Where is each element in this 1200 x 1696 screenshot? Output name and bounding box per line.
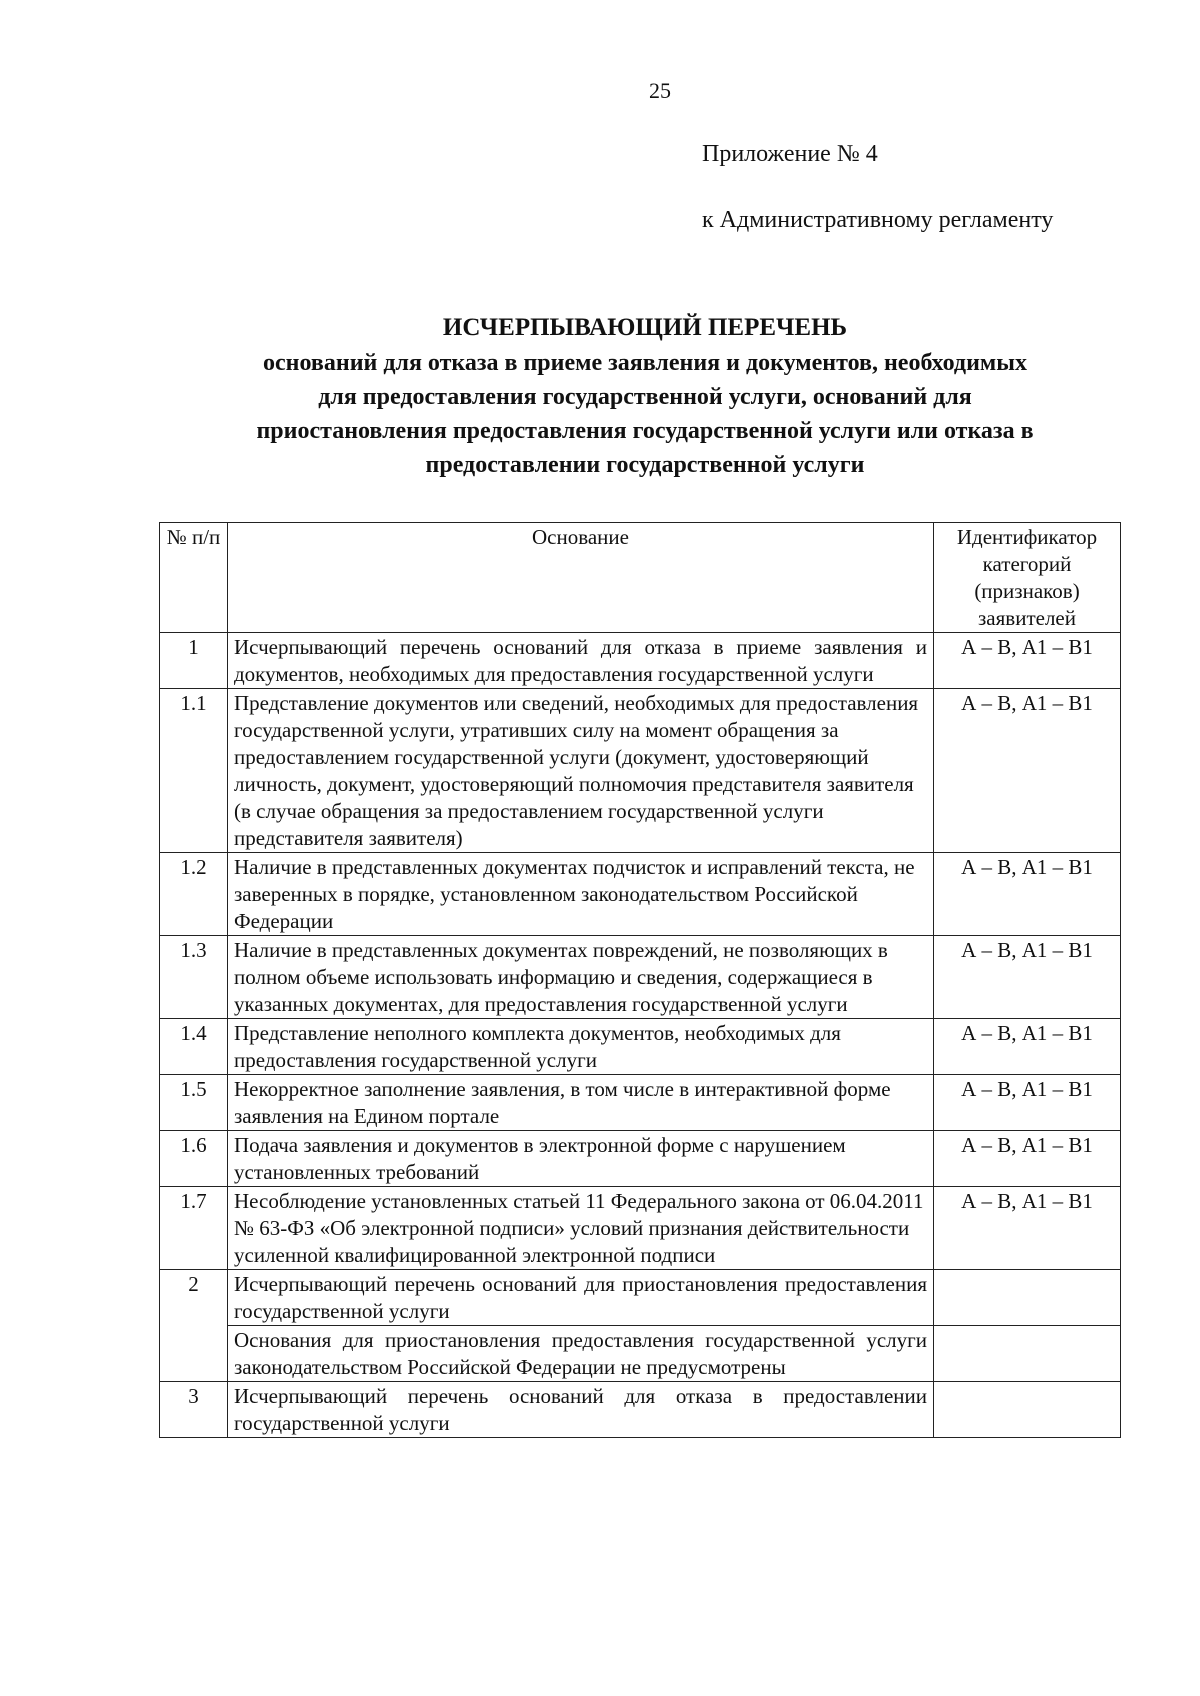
row-basis: Некорректное заполнение заявления, в том числе в интерактивной форме заявления на Едином портале	[228, 1075, 934, 1131]
row-basis: Наличие в представленных документах подчисток и исправлений текста, не заверенных в порядке, установленном законодательством Российской Федерации	[228, 853, 934, 936]
table-row	[160, 633, 1121, 689]
row-identifier: А – В, А1 – В1	[934, 633, 1121, 689]
table-row	[160, 1075, 1121, 1131]
table-row	[160, 853, 1121, 936]
row-basis: Несоблюдение установленных статьей 11 Федерального закона от 06.04.2011 № 63-ФЗ «Об электронной подписи» условий признания действительности усиленной квалифицированной электронной подписи	[228, 1187, 934, 1270]
row-basis: Исчерпывающий перечень оснований для отказа в предоставлении государственной услуги	[228, 1382, 934, 1438]
row-basis: Основания для приостановления предоставления государственной услуги законодательством Российской Федерации не предусмотрены	[228, 1326, 934, 1382]
row-num: 3	[160, 1382, 228, 1438]
title-sub-line-4: предоставлении государственной услуги	[425, 452, 865, 478]
row-identifier	[934, 1326, 1121, 1382]
grounds-table	[159, 522, 1121, 1438]
row-identifier: А – В, А1 – В1	[934, 1019, 1121, 1075]
header-identifier: Идентификатор категорий (признаков) заявителей	[934, 523, 1121, 633]
table-header-row	[160, 523, 1121, 633]
row-identifier: А – В, А1 – В1	[934, 936, 1121, 1019]
row-identifier: А – В, А1 – В1	[934, 853, 1121, 936]
row-basis: Представление документов или сведений, необходимых для предоставления государственной услуги, утративших силу на момент обращения за предоставлением государственной услуги (документ, удостоверяющий личность, документ, удостоверяющий полномочия представителя заявителя (в случае обращения за предоставлением государственной услуги представителя заявителя)	[228, 689, 934, 853]
row-num: 1.7	[160, 1187, 228, 1270]
page-number: 25	[649, 78, 671, 103]
row-identifier: А – В, А1 – В1	[934, 1131, 1121, 1187]
title-sub-line-3: приостановления предоставления государственной услуги или отказа в	[256, 418, 1034, 444]
header-basis: Основание	[228, 523, 934, 633]
appendix-reference: к Административному регламенту	[702, 207, 1054, 233]
table-row	[160, 1382, 1121, 1438]
row-identifier: А – В, А1 – В1	[934, 1187, 1121, 1270]
row-identifier: А – В, А1 – В1	[934, 689, 1121, 853]
appendix-number: Приложение № 4	[702, 141, 878, 167]
row-identifier	[934, 1270, 1121, 1326]
table-row	[160, 1131, 1121, 1187]
table-row	[160, 689, 1121, 853]
row-num: 1.6	[160, 1131, 228, 1187]
row-basis: Исчерпывающий перечень оснований для приостановления предоставления государственной услуги	[228, 1270, 934, 1326]
header-num: № п/п	[160, 523, 228, 633]
row-num: 1.2	[160, 853, 228, 936]
title-main: ИСЧЕРПЫВАЮЩИЙ ПЕРЕЧЕНЬ	[442, 314, 848, 341]
row-num: 1.5	[160, 1075, 228, 1131]
table-row	[160, 1187, 1121, 1270]
title-sub-line-2: для предоставления государственной услуги, оснований для	[318, 384, 972, 410]
table-row	[160, 1019, 1121, 1075]
row-num	[160, 1326, 228, 1382]
row-num: 1.4	[160, 1019, 228, 1075]
table-row	[160, 1270, 1121, 1326]
document-title	[150, 310, 1140, 482]
row-num: 1	[160, 633, 228, 689]
row-basis: Подача заявления и документов в электронной форме с нарушением установленных требований	[228, 1131, 934, 1187]
row-basis: Исчерпывающий перечень оснований для отказа в приеме заявления и документов, необходимых для предоставления государственной услуги	[228, 633, 934, 689]
table-row	[160, 1326, 1121, 1382]
row-num: 1.3	[160, 936, 228, 1019]
row-basis: Представление неполного комплекта документов, необходимых для предоставления государственной услуги	[228, 1019, 934, 1075]
row-identifier: А – В, А1 – В1	[934, 1075, 1121, 1131]
row-num: 2	[160, 1270, 228, 1326]
title-sub-line-1: оснований для отказа в приеме заявления и документов, необходимых	[263, 350, 1027, 376]
row-basis: Наличие в представленных документах повреждений, не позволяющих в полном объеме использовать информацию и сведения, содержащиеся в указанных документах, для предоставления государственной услуги	[228, 936, 934, 1019]
table-row	[160, 936, 1121, 1019]
row-num: 1.1	[160, 689, 228, 853]
row-identifier	[934, 1382, 1121, 1438]
